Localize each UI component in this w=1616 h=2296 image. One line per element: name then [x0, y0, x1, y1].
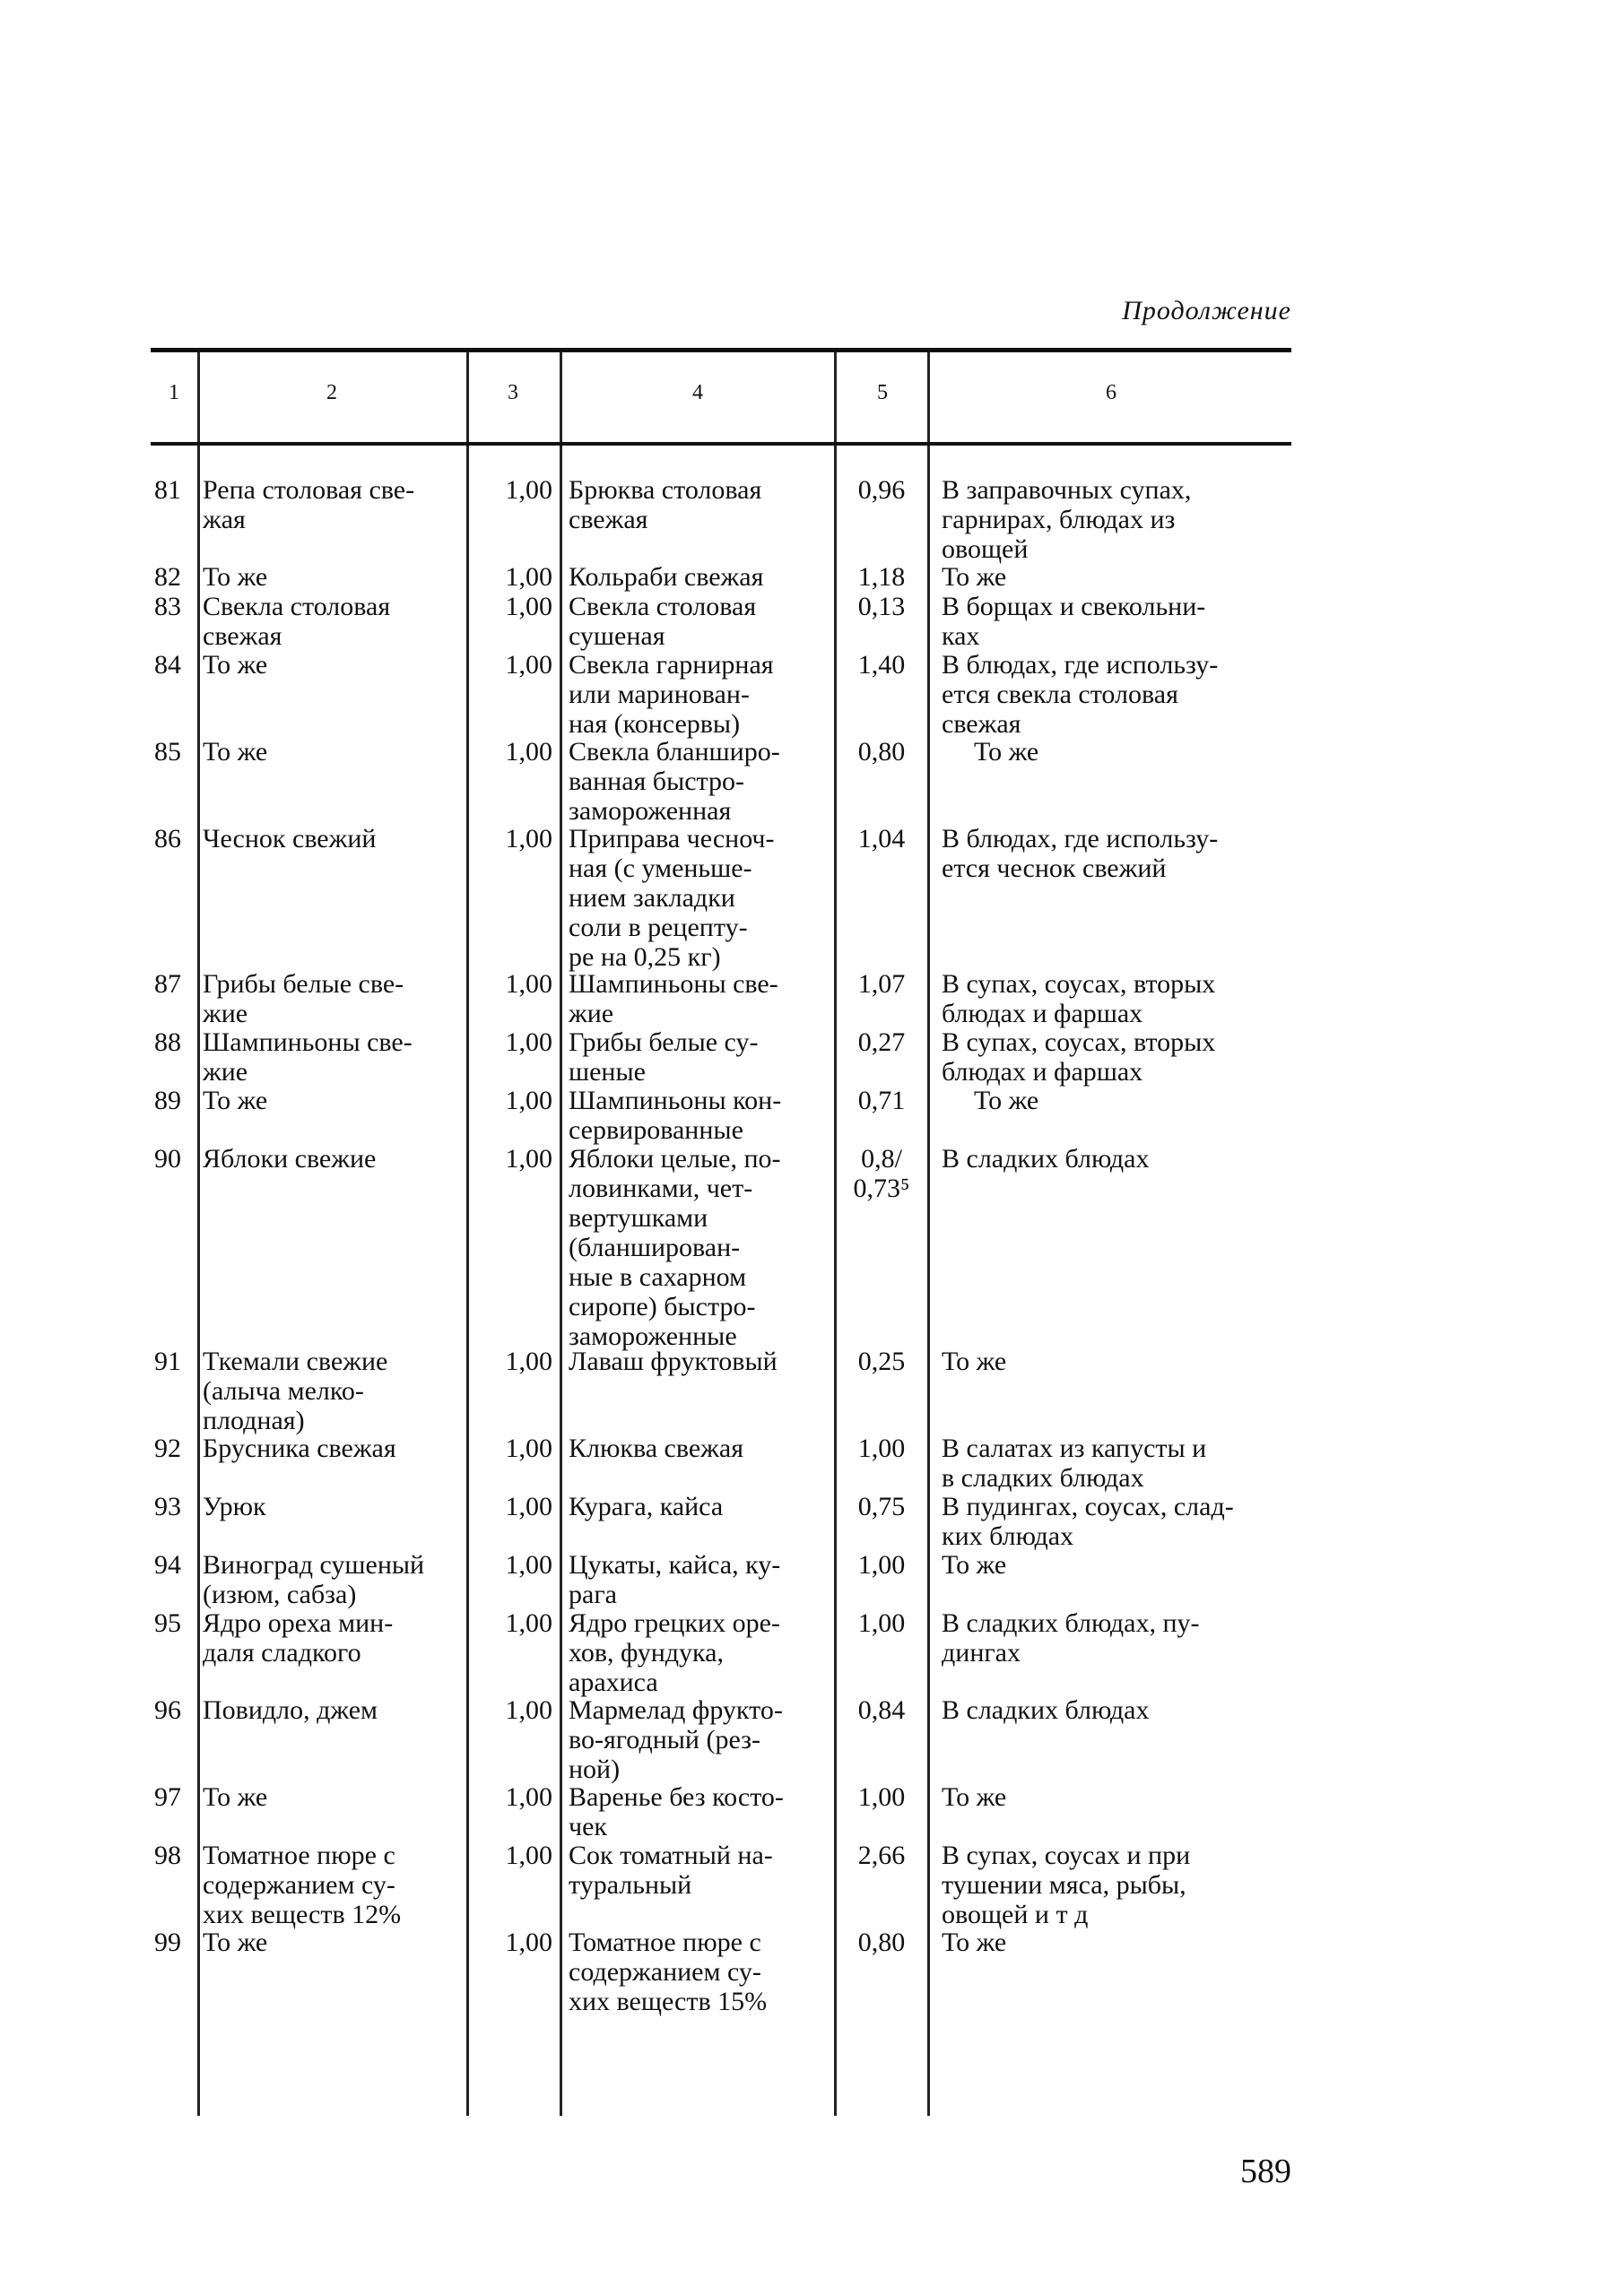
product-replaced-line: жая — [203, 505, 246, 534]
product-replacing-line: Грибы белые су- — [569, 1027, 759, 1057]
product-replacing-line: Кольраби свежая — [569, 562, 764, 592]
usage-note-line: В блюдах, где использу- — [942, 824, 1219, 853]
product-replacing — [569, 1608, 830, 1697]
mass-replacing-line: 1,40 — [857, 650, 906, 680]
usage-note — [942, 1550, 1293, 1580]
product-replacing-line: Лаваш фруктовый — [569, 1347, 778, 1376]
column-header-3: 3 — [508, 381, 518, 404]
row-number: 99 — [154, 1928, 181, 1957]
mass-replacing-line: 0,8/ — [861, 1144, 902, 1174]
usage-note-line: ких блюдах — [942, 1521, 1074, 1551]
product-replacing — [569, 1841, 830, 1900]
row-number: 86 — [154, 824, 181, 853]
product-replacing-line: содержанием су- — [569, 1957, 761, 1987]
usage-note — [942, 650, 1293, 739]
mass-replaced: 1,00 — [505, 1086, 552, 1115]
usage-note-line: В сладких блюдах, пу- — [942, 1608, 1200, 1638]
product-replaced-line: То же — [203, 1086, 268, 1115]
usage-note-line: В сладких блюдах — [942, 1144, 1150, 1174]
product-replacing-line: ная (консервы) — [569, 709, 741, 739]
product-replacing-line: ре на 0,25 кг) — [569, 942, 721, 972]
mass-replaced: 1,00 — [505, 1144, 552, 1174]
row-number: 96 — [154, 1695, 181, 1725]
product-replaced-line: Грибы белые све- — [203, 969, 404, 999]
usage-note-line: овощей и т д — [942, 1900, 1089, 1929]
product-replacing-line: во-ягодный (рез- — [569, 1725, 760, 1754]
product-replacing-line: рага — [569, 1580, 617, 1609]
column-divider — [927, 446, 930, 2116]
usage-note-line: блюдах и фаршах — [942, 999, 1143, 1028]
product-replaced-line: То же — [203, 1782, 268, 1812]
column-divider — [560, 446, 562, 2116]
column-header-6: 6 — [1106, 381, 1116, 404]
product-replacing — [569, 1434, 830, 1463]
mass-replaced: 1,00 — [505, 1434, 552, 1463]
row-number: 98 — [154, 1841, 181, 1870]
product-replacing — [569, 1347, 830, 1376]
usage-note-line: В пудингах, соусах, слад- — [942, 1492, 1234, 1521]
mass-replacing-line: 0,75 — [857, 1492, 906, 1521]
mass-replacing-line: 0,96 — [857, 475, 906, 505]
row-number: 85 — [154, 737, 181, 767]
mass-replaced: 1,00 — [505, 1782, 552, 1812]
mass-replaced: 1,00 — [505, 969, 552, 999]
usage-note-line: в сладких блюдах — [942, 1463, 1144, 1493]
mass-replacing — [839, 1086, 924, 1115]
usage-note — [942, 592, 1293, 651]
product-replaced — [203, 475, 465, 534]
product-replacing — [569, 1695, 830, 1784]
product-replacing — [569, 1027, 830, 1087]
mass-replacing — [839, 1550, 924, 1580]
product-replaced — [203, 562, 465, 592]
usage-note-line: овощей — [942, 534, 1029, 564]
product-replacing — [569, 592, 830, 651]
product-replacing-line: Свекла гарнирная — [569, 650, 774, 680]
product-replacing-line: Шампиньоны све- — [569, 969, 778, 999]
column-divider — [834, 352, 837, 442]
usage-note-line: В блюдах, где использу- — [942, 650, 1219, 680]
product-replacing-line: Шампиньоны кон- — [569, 1086, 782, 1115]
mass-replacing — [839, 1492, 924, 1521]
column-header-5: 5 — [877, 381, 888, 404]
mass-replacing — [839, 1144, 924, 1203]
product-replacing — [569, 737, 830, 826]
mass-replacing — [839, 475, 924, 505]
column-divider — [560, 352, 562, 442]
usage-note — [942, 1434, 1293, 1493]
mass-replacing — [839, 1928, 924, 1957]
column-divider — [197, 446, 200, 2116]
product-replacing-line: замороженная — [569, 796, 732, 826]
product-replaced-line: Повидло, джем — [203, 1695, 378, 1725]
mass-replacing — [839, 1841, 924, 1870]
mass-replacing-line: 1,18 — [857, 562, 906, 592]
row-number: 94 — [154, 1550, 181, 1580]
usage-note — [942, 1347, 1293, 1376]
product-replaced-line: плодная) — [203, 1406, 305, 1435]
usage-note-line: То же — [974, 1086, 1039, 1115]
product-replaced — [203, 1928, 465, 1957]
product-replacing-line: шеные — [569, 1057, 646, 1087]
product-replaced-line: То же — [203, 1928, 268, 1957]
row-number: 84 — [154, 650, 181, 680]
usage-note-line: дингах — [942, 1638, 1021, 1668]
mass-replaced: 1,00 — [505, 1841, 552, 1870]
column-header-1: 1 — [169, 381, 179, 404]
product-replaced-line: содержанием су- — [203, 1870, 395, 1900]
product-replacing-line: Ядро грецких оре- — [569, 1608, 780, 1638]
product-replaced — [203, 650, 465, 680]
product-replacing-line: Томатное пюре с — [569, 1928, 761, 1957]
mass-replacing-line: 1,00 — [857, 1782, 906, 1812]
mass-replaced: 1,00 — [505, 1695, 552, 1725]
mass-replaced: 1,00 — [505, 1608, 552, 1638]
usage-note — [942, 475, 1293, 564]
column-divider — [466, 352, 469, 442]
mass-replacing-line: 1,00 — [857, 1434, 906, 1463]
mass-replaced: 1,00 — [505, 592, 552, 621]
mass-replacing-line: 2,66 — [857, 1841, 906, 1870]
product-replacing — [569, 650, 830, 739]
product-replacing-line: Цукаты, кайса, ку- — [569, 1550, 781, 1580]
product-replacing-line: вертушками — [569, 1203, 708, 1233]
product-replacing — [569, 1144, 830, 1351]
product-replacing-line: Курага, кайса — [569, 1492, 724, 1521]
product-replaced — [203, 969, 465, 1028]
mass-replacing-line: 0,80 — [857, 1928, 906, 1957]
product-replacing-line: Мармелад фрукто- — [569, 1695, 783, 1725]
product-replacing — [569, 1086, 830, 1145]
column-header-4: 4 — [692, 381, 703, 404]
product-replaced-line: Урюк — [203, 1492, 266, 1521]
mass-replacing — [839, 824, 924, 853]
product-replacing-line: сервированные — [569, 1115, 743, 1145]
product-replacing-line: или маринован- — [569, 680, 750, 709]
product-replaced-line: Репа столовая све- — [203, 475, 415, 505]
usage-note-line: То же — [942, 1928, 1007, 1957]
row-number: 89 — [154, 1086, 181, 1115]
product-replacing-line: ной) — [569, 1754, 621, 1784]
usage-note — [942, 562, 1293, 592]
product-replacing-line: ные в сахарном — [569, 1262, 747, 1292]
product-replacing-line: Брюква столовая — [569, 475, 762, 505]
row-number: 95 — [154, 1608, 181, 1638]
product-replacing — [569, 824, 830, 972]
column-divider — [466, 446, 469, 2116]
mass-replacing — [839, 562, 924, 592]
product-replaced-line: Томатное пюре с — [203, 1841, 395, 1870]
product-replaced-line: Шампиньоны све- — [203, 1027, 413, 1057]
usage-note — [942, 1144, 1293, 1174]
usage-note-line: ках — [942, 621, 980, 651]
mass-replaced: 1,00 — [505, 650, 552, 680]
mass-replacing-line: 0,71 — [857, 1086, 906, 1115]
product-replaced-line: Виноград сушеный — [203, 1550, 425, 1580]
usage-note — [942, 1841, 1293, 1929]
row-number: 93 — [154, 1492, 181, 1521]
usage-note-line: свежая — [942, 709, 1021, 739]
mass-replaced: 1,00 — [505, 1347, 552, 1376]
mass-replaced: 1,00 — [505, 475, 552, 505]
row-number: 90 — [154, 1144, 181, 1174]
product-replaced — [203, 1434, 465, 1463]
product-replacing — [569, 969, 830, 1028]
row-number: 83 — [154, 592, 181, 621]
product-replacing-line: соли в рецепту- — [569, 913, 748, 942]
product-replaced — [203, 1608, 465, 1668]
product-replaced-line: даля сладкого — [203, 1638, 361, 1668]
mass-replaced: 1,00 — [505, 1928, 552, 1957]
product-replacing-line: (бланширован- — [569, 1233, 741, 1262]
product-replacing-line: туральный — [569, 1870, 692, 1900]
usage-note — [942, 737, 1293, 767]
mass-replacing-line: 1,07 — [857, 969, 906, 999]
product-replaced — [203, 737, 465, 767]
product-replacing-line: ванная быстро- — [569, 767, 745, 796]
product-replaced-line: Чеснок свежий — [203, 824, 377, 853]
row-number: 88 — [154, 1027, 181, 1057]
usage-note — [942, 1086, 1293, 1115]
product-replacing-line: ловинками, чет- — [569, 1174, 753, 1203]
page-number: 589 — [1240, 2153, 1291, 2190]
product-replacing-line: Варенье без косто- — [569, 1782, 784, 1812]
mass-replaced: 1,00 — [505, 1027, 552, 1057]
mass-replacing-line: 0,25 — [857, 1347, 906, 1376]
row-number: 91 — [154, 1347, 181, 1376]
table-header-rule — [151, 442, 1291, 446]
usage-note-line: тушении мяса, рыбы, — [942, 1870, 1186, 1900]
product-replacing-line: свежая — [569, 505, 648, 534]
usage-note-line: В супах, соусах и при — [942, 1841, 1191, 1870]
row-number: 81 — [154, 475, 181, 505]
mass-replacing — [839, 969, 924, 999]
product-replacing-line: сушеная — [569, 621, 665, 651]
mass-replaced: 1,00 — [505, 1550, 552, 1580]
usage-note — [942, 1608, 1293, 1668]
product-replacing-line: ная (с уменьше- — [569, 853, 752, 883]
product-replaced-line: То же — [203, 650, 268, 680]
usage-note — [942, 1695, 1293, 1725]
usage-note — [942, 824, 1293, 883]
product-replacing — [569, 475, 830, 534]
mass-replacing-line: 0,27 — [857, 1027, 906, 1057]
product-replaced-line: Ядро ореха мин- — [203, 1608, 394, 1638]
product-replaced — [203, 1550, 465, 1609]
mass-replaced: 1,00 — [505, 737, 552, 767]
row-number: 92 — [154, 1434, 181, 1463]
row-number: 87 — [154, 969, 181, 999]
product-replaced — [203, 1086, 465, 1115]
product-replacing-line: Свекла бланширо- — [569, 737, 780, 767]
usage-note — [942, 1027, 1293, 1087]
product-replaced — [203, 1027, 465, 1087]
usage-note-line: В супах, соусах, вторых — [942, 1027, 1216, 1057]
product-replacing-line: Сок томатный на- — [569, 1841, 773, 1870]
usage-note-line: ется чеснок свежий — [942, 853, 1167, 883]
usage-note-line: В сладких блюдах — [942, 1695, 1150, 1725]
mass-replaced: 1,00 — [505, 562, 552, 592]
product-replaced-line: Брусника свежая — [203, 1434, 396, 1463]
product-replaced — [203, 824, 465, 853]
product-replaced-line: То же — [203, 562, 268, 592]
usage-note — [942, 1928, 1293, 1957]
mass-replacing — [839, 1608, 924, 1638]
usage-note-line: В заправочных супах, — [942, 475, 1192, 505]
product-replaced-line: хих веществ 12% — [203, 1900, 402, 1929]
product-replaced — [203, 1492, 465, 1521]
product-replacing — [569, 1782, 830, 1841]
product-replaced — [203, 1841, 465, 1929]
mass-replaced: 1,00 — [505, 824, 552, 853]
product-replacing-line: Яблоки целые, по- — [569, 1144, 781, 1174]
mass-replacing-line: 1,00 — [857, 1550, 906, 1580]
mass-replacing-line: 0,80 — [857, 737, 906, 767]
product-replaced — [203, 1782, 465, 1812]
mass-replacing-line: 0,13 — [857, 592, 906, 621]
product-replaced-line: Ткемали свежие — [203, 1347, 388, 1376]
column-divider — [927, 352, 930, 442]
product-replacing-line: замороженные — [569, 1321, 737, 1351]
product-replaced-line: жие — [203, 999, 248, 1028]
product-replacing-line: хов, фундука, — [569, 1638, 724, 1668]
mass-replacing-line: 1,04 — [857, 824, 906, 853]
table-top-rule — [151, 348, 1291, 352]
product-replaced-line: свежая — [203, 621, 282, 651]
product-replaced-line: (алыча мелко- — [203, 1376, 364, 1406]
product-replacing-line: Свекла столовая — [569, 592, 757, 621]
mass-replacing-line: 1,00 — [857, 1608, 906, 1638]
product-replacing-line: жие — [569, 999, 614, 1028]
row-number: 97 — [154, 1782, 181, 1812]
product-replaced-line: (изюм, сабза) — [203, 1580, 357, 1609]
mass-replacing — [839, 1695, 924, 1725]
product-replaced — [203, 592, 465, 651]
usage-note — [942, 969, 1293, 1028]
product-replaced — [203, 1347, 465, 1435]
product-replacing-line: нием закладки — [569, 883, 735, 913]
product-replacing-line: сиропе) быстро- — [569, 1292, 756, 1321]
product-replaced — [203, 1695, 465, 1725]
usage-note-line: То же — [942, 1782, 1007, 1812]
usage-note-line: блюдах и фаршах — [942, 1057, 1143, 1087]
column-header-2: 2 — [326, 381, 337, 404]
column-divider — [197, 352, 200, 442]
mass-replacing-line: 0,73⁵ — [853, 1174, 910, 1203]
product-replacing — [569, 1492, 830, 1521]
usage-note — [942, 1782, 1293, 1812]
product-replacing-line: Приправа чесноч- — [569, 824, 775, 853]
mass-replacing — [839, 737, 924, 767]
mass-replacing — [839, 650, 924, 680]
product-replaced-line: То же — [203, 737, 268, 767]
mass-replacing — [839, 1027, 924, 1057]
usage-note-line: В борщах и свекольни- — [942, 592, 1206, 621]
usage-note-line: гарнирах, блюдах из — [942, 505, 1176, 534]
usage-note-line: То же — [942, 562, 1007, 592]
usage-note-line: То же — [942, 1347, 1007, 1376]
usage-note-line: В салатах из капусты и — [942, 1434, 1207, 1463]
product-replacing — [569, 1550, 830, 1609]
product-replacing-line: арахиса — [569, 1668, 658, 1697]
product-replacing — [569, 562, 830, 592]
usage-note-line: То же — [942, 1550, 1007, 1580]
product-replaced-line: Свекла столовая — [203, 592, 391, 621]
product-replacing — [569, 1928, 830, 2016]
column-divider — [834, 446, 837, 2116]
product-replacing-line: хих веществ 15% — [569, 1987, 768, 2016]
product-replaced-line: жие — [203, 1057, 248, 1087]
usage-note-line: ется свекла столовая — [942, 680, 1178, 709]
product-replaced-line: Яблоки свежие — [203, 1144, 377, 1174]
mass-replacing — [839, 1434, 924, 1463]
continued-label: Продолжение — [1122, 296, 1291, 325]
mass-replacing-line: 0,84 — [857, 1695, 906, 1725]
mass-replacing — [839, 1782, 924, 1812]
mass-replacing — [839, 1347, 924, 1376]
usage-note — [942, 1492, 1293, 1551]
product-replacing-line: чек — [569, 1812, 607, 1841]
mass-replaced: 1,00 — [505, 1492, 552, 1521]
product-replaced — [203, 1144, 465, 1174]
product-replacing-line: Клюква свежая — [569, 1434, 744, 1463]
mass-replacing — [839, 592, 924, 621]
row-number: 82 — [154, 562, 181, 592]
usage-note-line: То же — [974, 737, 1039, 767]
usage-note-line: В супах, соусах, вторых — [942, 969, 1216, 999]
